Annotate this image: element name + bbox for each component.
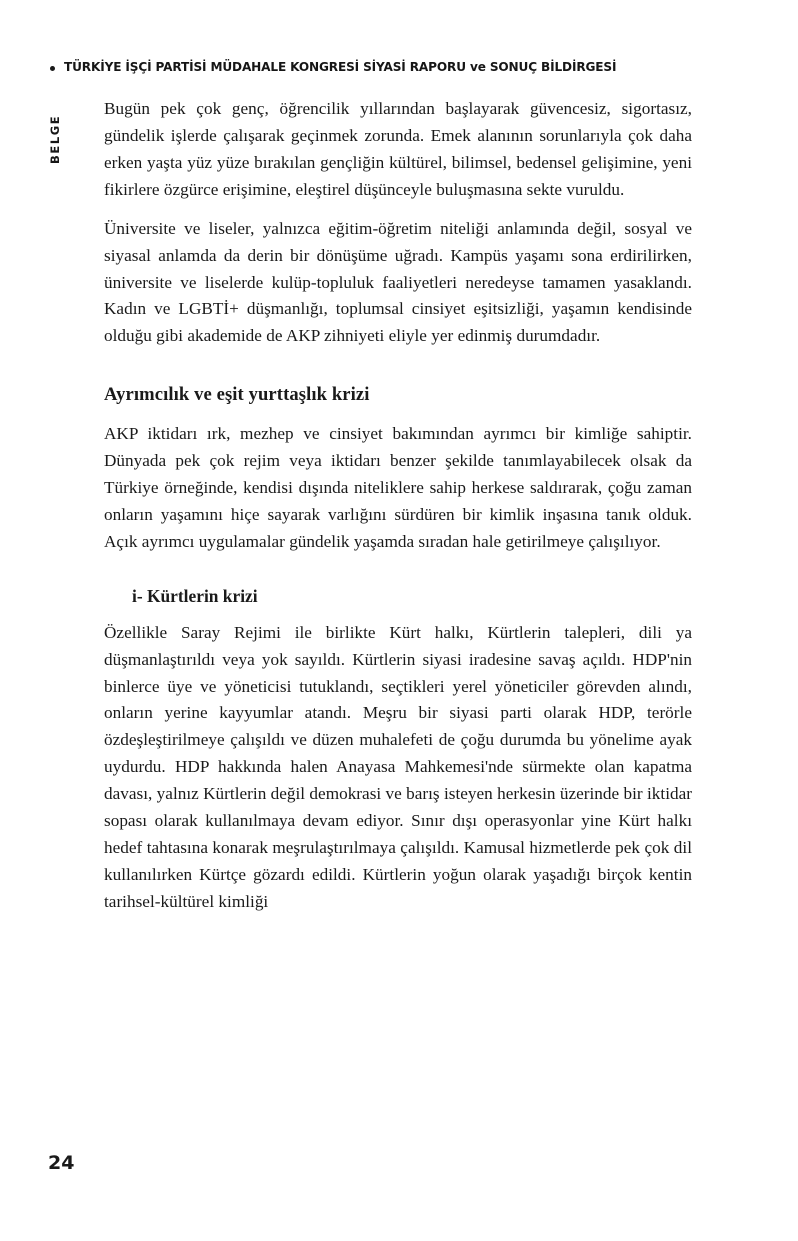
running-head [50, 60, 698, 74]
paragraph: Bugün pek çok genç, öğrencilik yıllarından başlayarak güvencesiz, sigortasız, gündelik işlerde çalışarak geçinmek zorunda. Emek alanının sorunlarıyla çok daha erken yaşta yüz yüze bırakılan gençliğin kültürel, bilimsel, bedensel gelişimine, yeni fikirlere özgürce erişimine, eleştirel düşünceyle buluşmasına sekte vuruldu. [104, 99, 692, 199]
running-head-title: TÜRKİYE İŞÇİ PARTİSİ MÜDAHALE KONGRESİ SİYASİ RAPORU ve SONUÇ BİLDİRGESİ [64, 60, 617, 74]
page-number: 24 [48, 1152, 75, 1174]
body-column [104, 96, 692, 916]
side-tab [44, 92, 66, 164]
side-tab-label: BELGE [48, 114, 62, 164]
subsection-heading: i- Kürtlerin krizi [132, 586, 258, 607]
paragraph: Özellikle Saray Rejimi ile birlikte Kürt halkı, Kürtlerin talepleri, dili ya düşmanlaştırıldı veya yok sayıldı. Kürtlerin siyasi iradesine savaş açıldı. HDP'nin binlerce üye ve yöneticisi tutuklandı, seçtikleri yerel yöneticiler görevden alındı, onların yerine kayyumlar atandı. Meşru bir siyasi parti olarak HDP, terörle özdeşleştirilmeye çalışıldı ve düzen muhalefeti de çoğu durumda bu yönelime ayak uydurdu. HDP hakkında halen Anayasa Mahkemesi'nde sürmekte olan kapatma davası, yalnız Kürtlerin değil demokrasi ve barış isteyen herkesin üzerinde bir iktidar sopası olarak kullanılmaya devam ediyor. Sınır dışı operasyonlar yine Kürt halkı hedef tahtasına konarak meşrulaştırılmaya çalışıldı. Kamusal hizmetlerde pek çok dil kullanılırken Kürtçe gözardı edildi. Kürtlerin yoğun olarak yaşadığı birçok kentin tarihsel-kültürel kimliği [104, 622, 692, 911]
bullet-dot-icon [50, 66, 55, 71]
paragraph: AKP iktidarı ırk, mezhep ve cinsiyet bakımından ayrımcı bir kimliğe sahiptir. Dünyada pek çok rejim veya iktidarı benzer şekilde tanımlayabilecek olsak da Türkiye örneğinde, kendisi dışında niteliklere sahip herkese saldırarak, çoğu zaman onların yaşamını hiçe sayarak varlığını sürdüren bir kimlik inşasına tanık olduk. Açık ayrımcı uygulamalar gündelik yaşamda sıradan hale getirilmeye çalışılıyor. [104, 424, 692, 552]
paragraph: Üniversite ve liseler, yalnızca eğitim-öğretim niteliği anlamında değil, sosyal ve siyasal anlamda da derin bir dönüşüme uğradı. Kampüs yaşamı sona erdirilirken, üniversite ve liselerde kulüp-topluluk faaliyetleri neredeyse tamamen yasaklandı. Kadın ve LGBTİ+ düşmanlığı, toplumsal cinsiyet eşitsizliği, yaşamın kendisinde olduğu gibi akademide de AKP zihniyeti eliyle yer edinmiş durumdadır. [104, 218, 692, 346]
section-heading: Ayrımcılık ve eşit yurttaşlık krizi [104, 384, 370, 406]
